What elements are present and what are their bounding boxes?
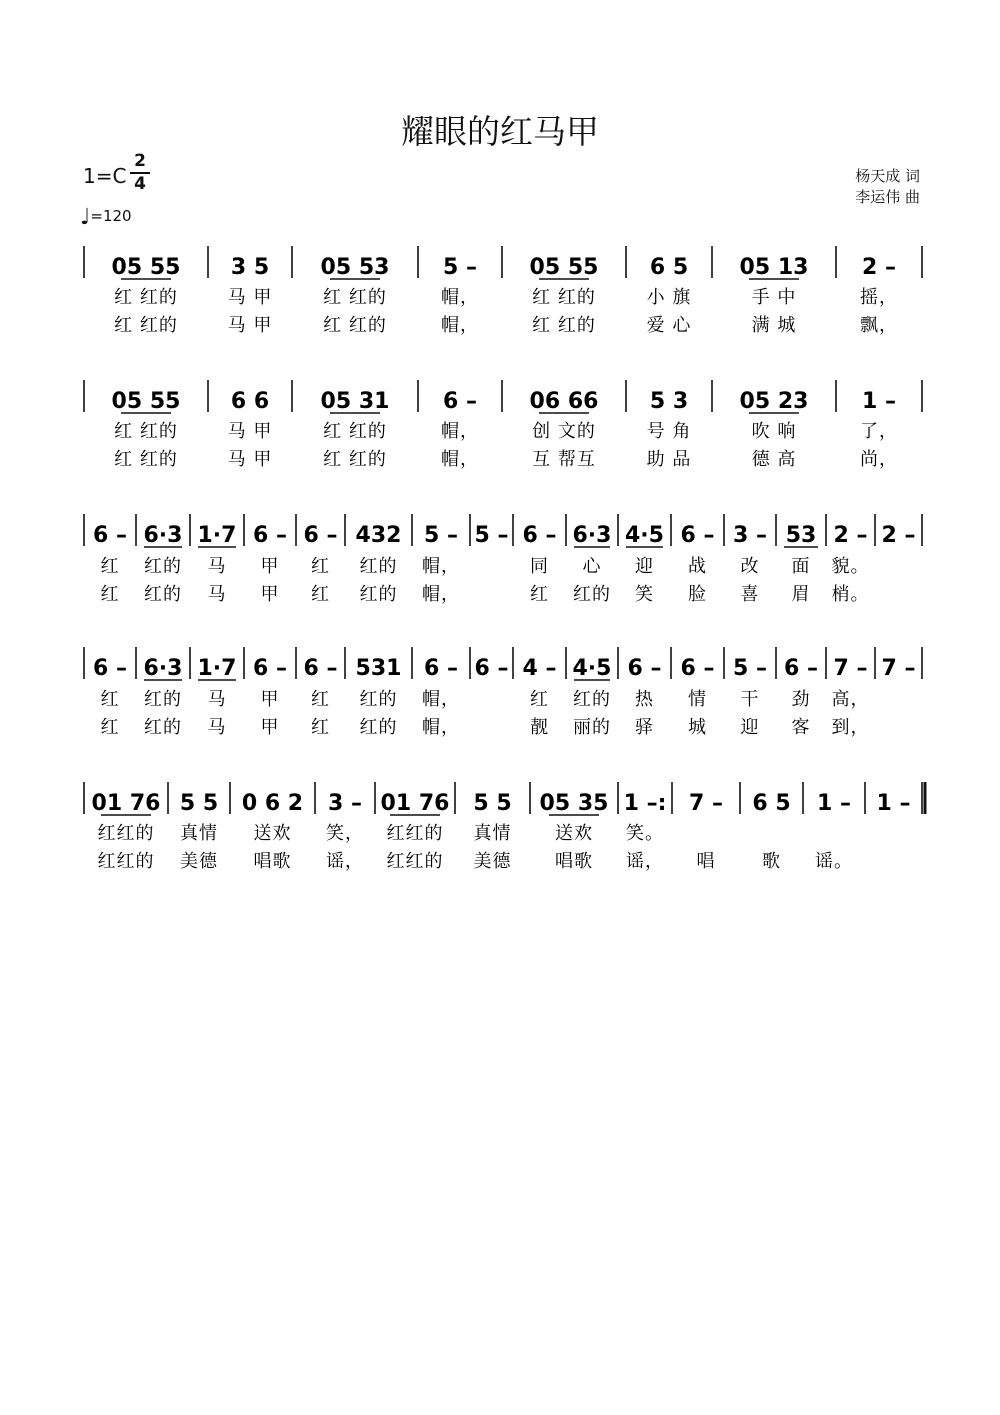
lyric-syllable: 红 红的 (114, 421, 178, 442)
measure-notes: 7 – (689, 791, 723, 816)
lyric-syllable: 小 旗 (646, 287, 692, 308)
lyric-syllable: 甲 (260, 556, 280, 577)
lyric-syllable: 热 (635, 689, 654, 710)
lyric-syllable: 谣， (326, 851, 364, 872)
measure-notes: 05 13 (739, 255, 809, 280)
lyric-syllable: 红红的 (386, 823, 444, 844)
lyric-syllable: 红红的 (97, 823, 155, 844)
measure-notes: 1 –: (623, 791, 667, 816)
lyric-syllable: 马 甲 (227, 287, 273, 308)
measure-notes: 5 – (424, 523, 458, 548)
lyric-syllable: 红 红的 (114, 449, 178, 470)
lyric-syllable: 红 红的 (323, 449, 387, 470)
lyric-syllable: 红的 (144, 689, 182, 710)
measure-notes: 53 (785, 523, 817, 548)
lyric-syllable: 帽， (422, 717, 460, 738)
lyric-syllable: 红 (100, 717, 120, 738)
lyric-syllable: 红红的 (97, 851, 155, 872)
lyric-syllable: 马 甲 (227, 315, 273, 336)
lyric-syllable: 帽， (422, 584, 460, 605)
lyric-syllable: 帽， (441, 315, 479, 336)
composer-credit: 李运伟 曲 (855, 188, 920, 206)
lyric-syllable: 红 (311, 689, 330, 710)
measure-notes: 3 – (733, 523, 767, 548)
music-system (84, 782, 925, 872)
lyric-syllable: 劲 (791, 689, 811, 710)
music-system (84, 380, 922, 470)
lyric-syllable: 助 品 (646, 449, 692, 470)
lyric-syllable: 红 (530, 584, 549, 605)
measure-notes: 1·7 (197, 656, 237, 681)
lyric-syllable: 谣， (626, 851, 664, 872)
measure-notes: 5 5 (473, 791, 512, 816)
lyric-syllable: 摇， (860, 287, 898, 308)
measure-notes: 4·5 (625, 523, 664, 548)
lyric-syllable: 改 (740, 556, 760, 577)
lyric-syllable: 帽， (441, 287, 479, 308)
lyric-syllable: 迎 (635, 556, 654, 577)
measure-notes: 6 – (93, 656, 127, 681)
lyric-syllable: 丽的 (573, 717, 611, 738)
measure-notes: 5 – (443, 255, 477, 280)
lyric-syllable: 红 红的 (532, 287, 596, 308)
lyric-syllable: 号 角 (646, 421, 692, 442)
lyric-syllable: 马 (207, 584, 227, 605)
measure-notes: 6 – (303, 656, 338, 681)
lyric-syllable: 红 (311, 556, 330, 577)
lyric-syllable: 情 (688, 689, 707, 710)
measure-notes: 05 55 (529, 255, 599, 280)
lyric-syllable: 貌。 (831, 556, 870, 577)
measure-notes: 6 – (253, 523, 287, 548)
lyric-syllable: 帽， (441, 421, 479, 442)
lyric-syllable: 满 城 (751, 315, 797, 336)
lyric-syllable: 城 (688, 717, 707, 738)
lyric-syllable: 红的 (359, 556, 398, 577)
measure-notes: 6·3 (143, 656, 183, 681)
lyric-syllable: 干 (740, 689, 760, 710)
lyric-syllable: 脸 (688, 584, 707, 605)
music-system (84, 647, 922, 738)
measure-notes: 7 – (881, 656, 916, 681)
lyric-syllable: 红 红的 (323, 287, 387, 308)
measure-notes: 5 – (733, 656, 767, 681)
lyric-syllable: 送欢 (253, 823, 292, 844)
measure-notes: 01 76 (380, 791, 450, 816)
quarter-note-icon: ♩ (80, 205, 91, 230)
lyric-syllable: 客 (791, 717, 811, 738)
measure-notes: 05 35 (539, 791, 609, 816)
lyric-syllable: 互 帮互 (532, 449, 596, 470)
lyric-syllable: 美德 (180, 851, 218, 872)
measure-notes: 05 31 (320, 389, 390, 414)
measure-notes: 3 5 (230, 255, 270, 280)
measure-notes: 6 – (522, 523, 557, 548)
lyric-syllable: 到， (831, 717, 870, 738)
lyric-syllable: 帽， (422, 556, 460, 577)
lyric-syllable: 真情 (180, 823, 218, 844)
lyric-syllable: 德 高 (751, 449, 797, 470)
lyric-syllable: 红 (100, 689, 120, 710)
tempo-value: =120 (90, 207, 132, 225)
lyric-syllable: 吹 响 (751, 421, 797, 442)
measure-notes: 6 5 (752, 791, 791, 816)
measure-notes: 05 55 (111, 389, 181, 414)
lyric-syllable: 飘， (860, 315, 898, 336)
lyric-syllable: 梢。 (831, 584, 870, 605)
lyric-syllable: 红 (311, 717, 330, 738)
lyric-syllable: 红 (311, 584, 330, 605)
lyric-syllable: 心 (582, 556, 602, 577)
measure-notes: 1 – (876, 791, 911, 816)
measure-notes: 0 6 2 (241, 791, 304, 816)
measure-notes: 6 – (93, 523, 127, 548)
measure-notes: 5 3 (649, 389, 689, 414)
lyric-syllable: 战 (688, 556, 707, 577)
measure-notes: 05 55 (111, 255, 181, 280)
measure-notes: 6·3 (572, 523, 612, 548)
lyric-syllable: 真情 (473, 823, 512, 844)
measure-notes: 06 66 (529, 389, 599, 414)
measure-notes: 5 5 (179, 791, 219, 816)
measure-notes: 6 – (680, 523, 715, 548)
measure-notes: 05 23 (739, 389, 809, 414)
lyric-syllable: 唱 (696, 851, 716, 872)
lyric-syllable: 红的 (359, 689, 398, 710)
lyric-syllable: 红 红的 (323, 421, 387, 442)
lyric-syllable: 红的 (144, 556, 182, 577)
lyric-syllable: 红的 (144, 584, 182, 605)
lyric-syllable: 爱 心 (646, 315, 692, 336)
lyric-syllable: 创 文的 (532, 421, 596, 442)
lyric-syllable: 唱歌 (253, 851, 292, 872)
measure-notes: 6 – (784, 656, 818, 681)
measure-notes: 6·3 (143, 523, 183, 548)
measure-notes: 5 – (474, 523, 509, 548)
lyric-syllable: 送欢 (555, 823, 593, 844)
lyric-syllable: 帽， (441, 449, 479, 470)
lyric-syllable: 手 中 (751, 287, 797, 308)
lyric-syllable: 红 红的 (114, 315, 178, 336)
measure-notes: 2 – (881, 523, 916, 548)
lyric-syllable: 笑， (326, 823, 364, 844)
lyric-syllable: 红的 (573, 584, 611, 605)
lyric-syllable: 红 红的 (532, 315, 596, 336)
lyric-syllable: 喜 (740, 584, 760, 605)
lyric-syllable: 马 (207, 717, 227, 738)
music-system (84, 246, 922, 336)
lyric-syllable: 面 (791, 556, 811, 577)
measure-notes: 05 53 (320, 255, 390, 280)
measure-notes: 6 – (443, 389, 477, 414)
lyric-syllable: 红红的 (386, 851, 444, 872)
measure-notes: 1 – (817, 791, 851, 816)
lyric-syllable: 了， (860, 421, 898, 442)
measure-notes: 1·7 (197, 523, 237, 548)
lyric-syllable: 甲 (260, 717, 280, 738)
lyric-syllable: 马 甲 (227, 449, 273, 470)
music-system (84, 514, 922, 605)
lyric-syllable: 马 (207, 556, 227, 577)
measure-notes: 3 – (328, 791, 362, 816)
lyric-syllable: 红 红的 (323, 315, 387, 336)
measure-notes: 6 5 (649, 255, 689, 280)
lyric-syllable: 红 (100, 556, 120, 577)
lyric-syllable: 笑。 (626, 823, 664, 844)
measure-notes: 01 76 (91, 791, 161, 816)
lyric-syllable: 美德 (473, 851, 512, 872)
lyric-syllable: 红的 (359, 584, 398, 605)
lyric-syllable: 尚， (860, 449, 898, 470)
measure-notes: 6 6 (230, 389, 270, 414)
lyricist-credit: 杨天成 词 (855, 167, 920, 185)
lyric-syllable: 高， (831, 689, 870, 710)
measure-notes: 531 (355, 656, 402, 681)
song-title: 耀眼的红马甲 (401, 112, 599, 151)
lyric-syllable: 红的 (144, 717, 182, 738)
lyric-syllable: 眉 (791, 584, 811, 605)
lyric-syllable: 红 (530, 689, 549, 710)
lyric-syllable: 红的 (573, 689, 611, 710)
lyric-syllable: 同 (530, 556, 549, 577)
lyric-syllable: 马 甲 (227, 421, 273, 442)
lyric-syllable: 红 红的 (114, 287, 178, 308)
lyric-syllable: 驿 (635, 717, 654, 738)
measure-notes: 432 (355, 523, 402, 548)
lyric-syllable: 红 (100, 584, 120, 605)
lyric-syllable: 唱歌 (555, 851, 593, 872)
key-signature: 1=C (83, 164, 127, 188)
measure-notes: 2 – (833, 523, 868, 548)
lyric-syllable: 靓 (530, 717, 549, 738)
measure-notes: 6 – (627, 656, 662, 681)
measure-notes: 2 – (862, 255, 896, 280)
lyric-syllable: 甲 (260, 584, 280, 605)
measure-notes: 7 – (833, 656, 868, 681)
measure-notes: 6 – (424, 656, 458, 681)
time-signature-top: 2 (134, 151, 146, 171)
lyric-syllable: 红的 (359, 717, 398, 738)
measure-notes: 6 – (680, 656, 715, 681)
lyric-syllable: 谣。 (815, 851, 853, 872)
measure-notes: 6 – (253, 656, 287, 681)
time-signature-bottom: 4 (134, 174, 146, 194)
lyric-syllable: 迎 (740, 717, 760, 738)
lyric-syllable: 甲 (260, 689, 280, 710)
measure-notes: 6 – (303, 523, 338, 548)
measure-notes: 4 – (522, 656, 557, 681)
measure-notes: 4·5 (572, 656, 612, 681)
lyric-syllable: 笑 (635, 584, 654, 605)
lyric-syllable: 马 (207, 689, 227, 710)
measure-notes: 6 – (474, 656, 509, 681)
lyric-syllable: 帽， (422, 689, 460, 710)
lyric-syllable: 歌 (762, 851, 781, 872)
measure-notes: 1 – (862, 389, 896, 414)
